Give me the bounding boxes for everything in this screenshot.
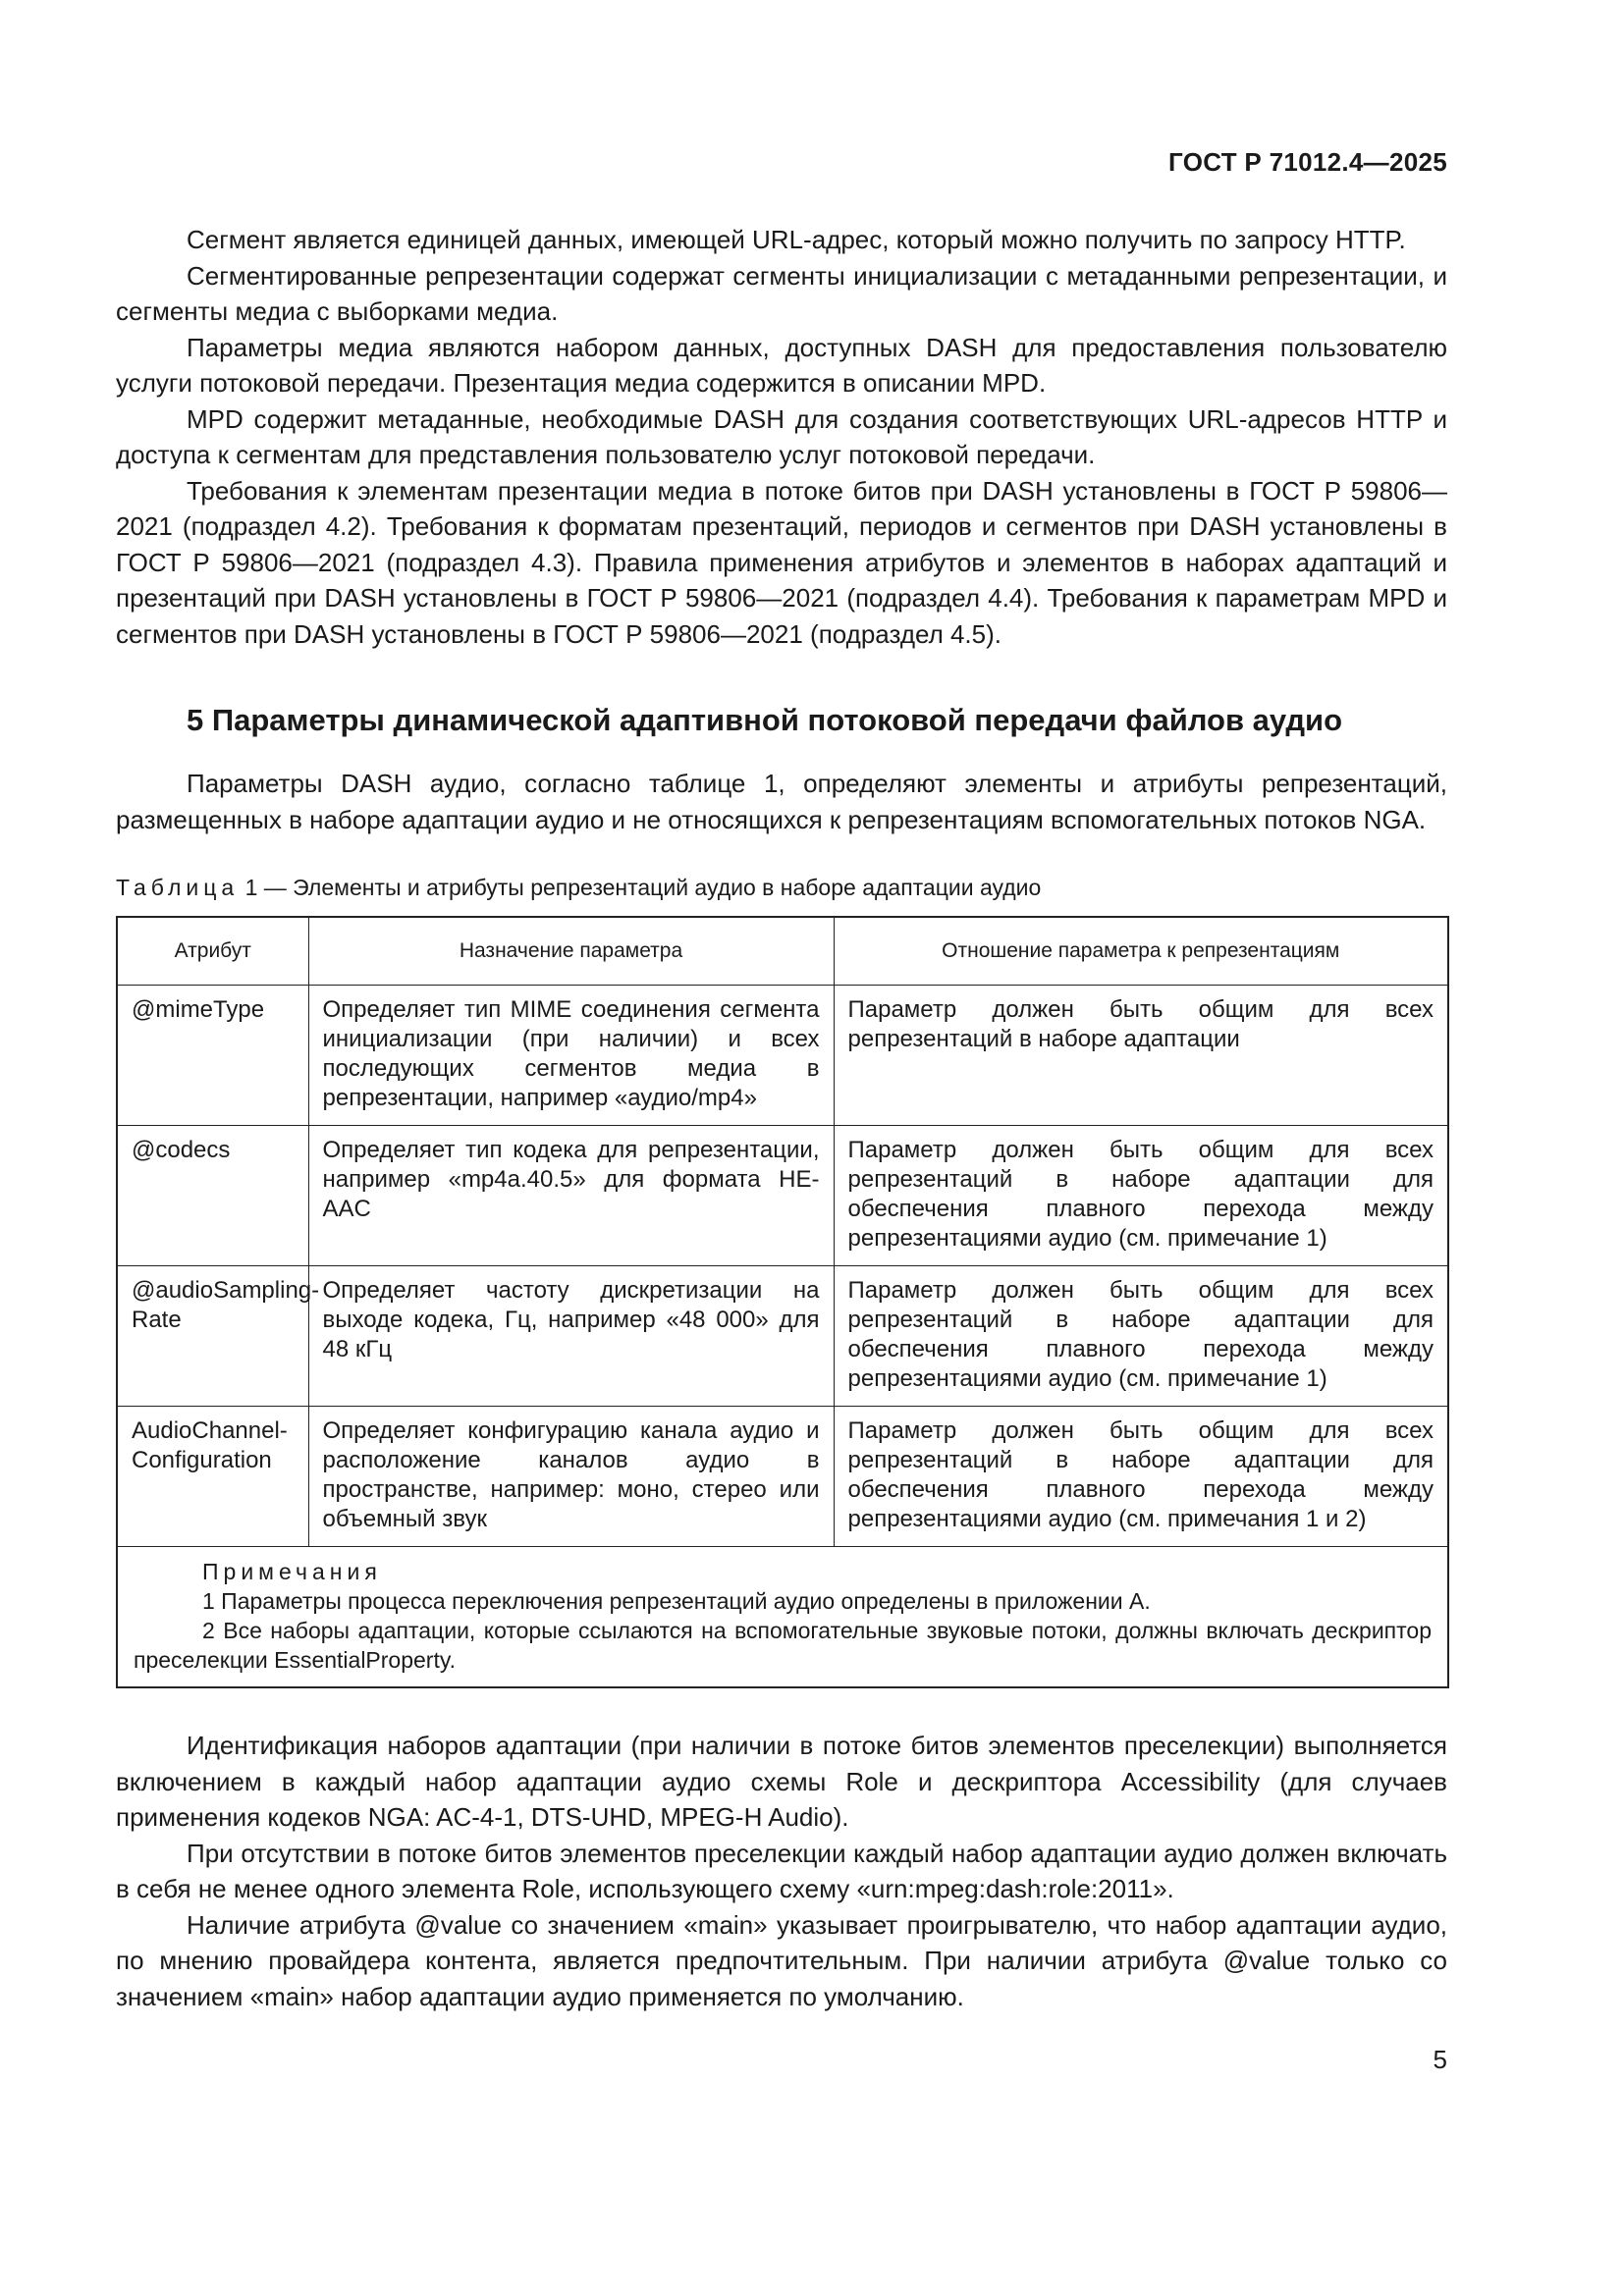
table-caption-label: Таблица <box>116 875 240 900</box>
table-row <box>117 1126 1448 1266</box>
paragraph: Идентификация наборов адаптации (при наличии в потоке битов элементов преселекции) выполняется включением в каждый набор адаптации аудио схемы Role и дескриптора Accessibility (для случаев применения кодеков NGA: AC-4-1, DTS-UHD, MPEG-H Audio). <box>116 1731 1447 1832</box>
cell-attribute: @audioSampling-Rate <box>117 1266 308 1407</box>
cell-relation: Параметр должен быть общим для всех репрезентаций в наборе адаптации для обеспечения плавного перехода между репрезентациями аудио (см. примечания 1 и 2) <box>834 1407 1448 1547</box>
page-number: 5 <box>1433 2045 1447 2074</box>
table-caption <box>116 873 1447 902</box>
paragraph: MPD содержит метаданные, необходимые DASH для создания соответствующих URL-адресов HTTP и доступа к сегментам для представления пользователю услуг потоковой передачи. <box>116 403 1447 469</box>
paragraph: Требования к элементам презентации медиа в потоке битов при DASH установлены в ГОСТ Р 59806—2021 (подраздел 4.2). Требования к форматам презентаций, периодов и сегментов при DASH установлены в ГОСТ Р 59806—2021 (подраздел 4.3). Правила применения атрибутов и элементов в наборах адаптаций и презентаций при DASH установлены в ГОСТ Р 59806—2021 (подраздел 4.4). Требования к параметрам MPD и сегментов при DASH установлены в ГОСТ Р 59806—2021 (подраздел 4.5). <box>116 475 1447 649</box>
cell-attribute: @codecs <box>117 1126 308 1266</box>
closing-block <box>116 1728 1447 2014</box>
cell-attribute: @mimeType <box>117 986 308 1126</box>
table-header-row <box>117 917 1448 986</box>
note-item: 2 Все наборы адаптации, которые ссылаются на вспомогательные звуковые потоки, должны включать дескриптор преселекции EssentialProperty. <box>134 1618 1432 1673</box>
paragraph: Сегмент является единицей данных, имеющей URL-адрес, который можно получить по запросу HTTP. <box>187 225 1406 254</box>
section-lead-paragraph: Параметры DASH аудио, согласно таблице 1, определяют элементы и атрибуты репрезентаций, размещенных в наборе адаптации аудио и не относящихся к репрезентациям вспомогательных потоков NGA. <box>116 769 1447 834</box>
paragraph: Параметры медиа являются набором данных, доступных DASH для предоставления пользователю услуги потоковой передачи. Презентация медиа содержится в описании MPD. <box>116 332 1447 398</box>
table-row <box>117 1266 1448 1407</box>
cell-purpose: Определяет конфигурацию канала аудио и расположение каналов аудио в пространстве, например: моно, стерео или объемный звук <box>308 1407 834 1547</box>
paragraph: При отсутствии в потоке битов элементов преселекции каждый набор адаптации аудио должен включать в себя не менее одного элемента Role, использующего схему «urn:mpeg:dash:role:2011». <box>116 1838 1447 1903</box>
cell-relation: Параметр должен быть общим для всех репрезентаций в наборе адаптации <box>834 986 1448 1126</box>
document-standard-code: ГОСТ Р 71012.4—2025 <box>1168 147 1447 177</box>
cell-purpose: Определяет частоту дискретизации на выходе кодека, Гц, например «48 000» для 48 кГц <box>308 1266 834 1407</box>
cell-attribute: AudioChannel-Configuration <box>117 1407 308 1547</box>
table-notes <box>117 1547 1448 1688</box>
table-notes-row <box>117 1547 1448 1688</box>
section-heading: 5 Параметры динамической адаптивной потоковой передачи файлов аудио <box>187 703 1343 737</box>
table-caption-text: 1 — Элементы и атрибуты репрезентаций аудио в наборе адаптации аудио <box>244 875 1042 900</box>
cell-relation: Параметр должен быть общим для всех репрезентаций в наборе адаптации для обеспечения плавного перехода между репрезентациями аудио (см. примечание 1) <box>834 1126 1448 1266</box>
attributes-table <box>116 916 1449 1688</box>
table-row <box>117 986 1448 1126</box>
cell-purpose: Определяет тип MIME соединения сегмента инициализации (при наличии) и всех последующих сегментов медиа в репрезентации, например «аудио/mp4» <box>308 986 834 1126</box>
column-header-purpose: Назначение параметра <box>308 917 834 986</box>
table-row <box>117 1407 1448 1547</box>
paragraph: Наличие атрибута @value со значением «main» указывает проигрывателю, что набор адаптации аудио, по мнению провайдера контента, является предпочтительным. При наличии атрибута @value только со значением «main» набор адаптации аудио применяется по умолчанию. <box>116 1909 1447 2011</box>
column-header-attribute: Атрибут <box>117 917 308 986</box>
cell-purpose: Определяет тип кодека для репрезентации, например «mp4a.40.5» для формата HE-AAC <box>308 1126 834 1266</box>
page-content <box>116 222 1447 2014</box>
cell-relation: Параметр должен быть общим для всех репрезентаций в наборе адаптации для обеспечения плавного перехода между репрезентациями аудио (см. примечание 1) <box>834 1266 1448 1407</box>
column-header-relation: Отношение параметра к репрезентациям <box>834 917 1448 986</box>
paragraph: Сегментированные репрезентации содержат сегменты инициализации с метаданными репрезентации, и сегменты медиа с выборками медиа. <box>116 260 1447 326</box>
notes-title: Примечания <box>202 1559 382 1584</box>
note-item: 1 Параметры процесса переключения репрезентаций аудио определены в приложении А. <box>202 1588 1151 1614</box>
